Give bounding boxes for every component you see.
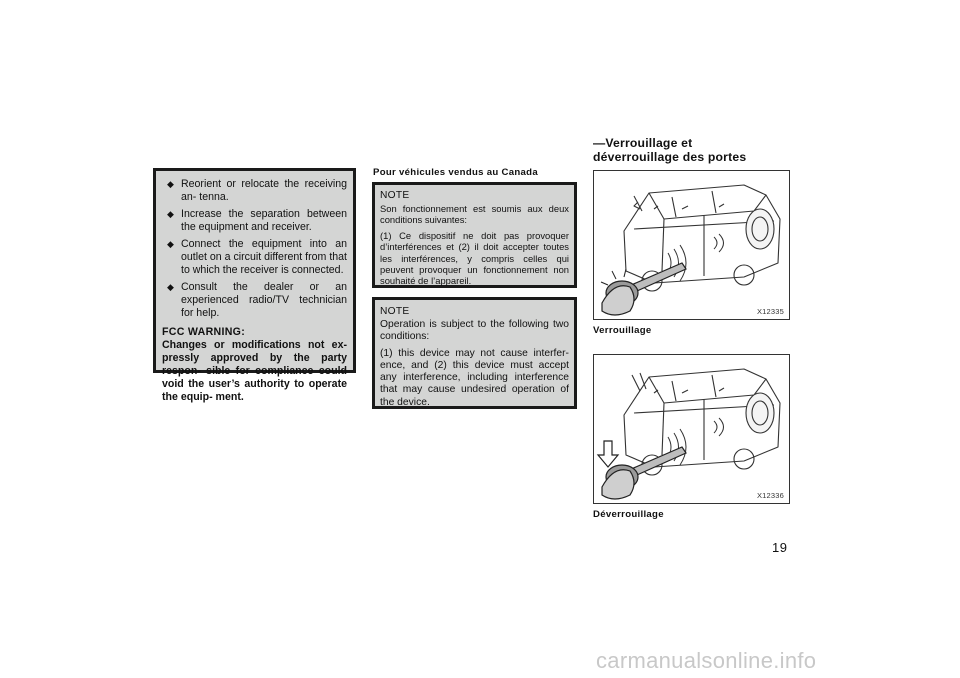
figure-code: X12335: [756, 307, 784, 316]
figure-caption: Déverrouillage: [593, 509, 664, 520]
bullet-item: [162, 208, 347, 234]
page-number: 19: [772, 540, 788, 555]
double-press-arrow-icon: [598, 441, 618, 467]
fcc-warning-title: FCC WARNING:: [162, 326, 246, 338]
diamond-bullet-icon: ◆: [167, 239, 174, 249]
figure-unlocking: [593, 354, 790, 504]
note-paragraph: (1) this device may not cause interfer- ence, and (2) this device must accept any interference, including interference that may cause undesired operation of the device.: [380, 347, 569, 408]
figure-caption: Verrouillage: [593, 325, 652, 336]
fcc-warning-text: Changes or modifications not ex- pressly approved by the party respon- sible for compliance could void the user’s authority to operate the equip- ment.: [162, 339, 347, 403]
section-title-line: —Verrouillage et: [593, 136, 693, 150]
section-title: [593, 137, 793, 164]
note-box-french: [372, 182, 577, 288]
figure-locking: [593, 170, 790, 320]
car-key-unlock-illustration: [594, 355, 790, 504]
car-key-lock-illustration: [594, 171, 790, 320]
bullet-text: Reorient or relocate the receiving an- tenna.: [181, 178, 347, 203]
note-paragraph: Son fonctionnement est soumis aux deux conditions suivantes:: [380, 203, 569, 226]
bullet-text: Connect the equipment into an outlet on a circuit different from that to which the receiver is connected.: [181, 238, 347, 276]
bullet-text: Consult the dealer or an experienced radio/TV technician for help.: [181, 281, 347, 319]
figure-code: X12336: [756, 491, 784, 500]
watermark: carmanualsonline.info: [596, 648, 817, 673]
bullet-item: [162, 281, 347, 320]
fcc-info-box: [153, 168, 356, 403]
note-label: NOTE: [380, 190, 410, 201]
note-paragraph: (1) Ce dispositif ne doit pas provoquer d’interférences et (2) il doit accepter toutes les interférences, y compris celles qui peuvent provoquer un fonctionnement non souhaité de l’appareil.: [380, 229, 569, 287]
note-box-english: [372, 297, 577, 409]
canada-heading: Pour véhicules vendus au Canada: [373, 167, 538, 178]
diamond-bullet-icon: ◆: [167, 179, 174, 189]
section-title-line: déverrouillage des portes: [593, 149, 747, 164]
diamond-bullet-icon: ◆: [167, 209, 174, 219]
note-paragraph: Operation is subject to the following two conditions:: [380, 319, 569, 343]
bullet-item: [162, 238, 347, 277]
bullet-item: [162, 178, 347, 204]
bullet-text: Increase the separation between the equipment and receiver.: [181, 208, 347, 233]
note-label: NOTE: [380, 306, 410, 317]
diamond-bullet-icon: ◆: [167, 282, 174, 292]
